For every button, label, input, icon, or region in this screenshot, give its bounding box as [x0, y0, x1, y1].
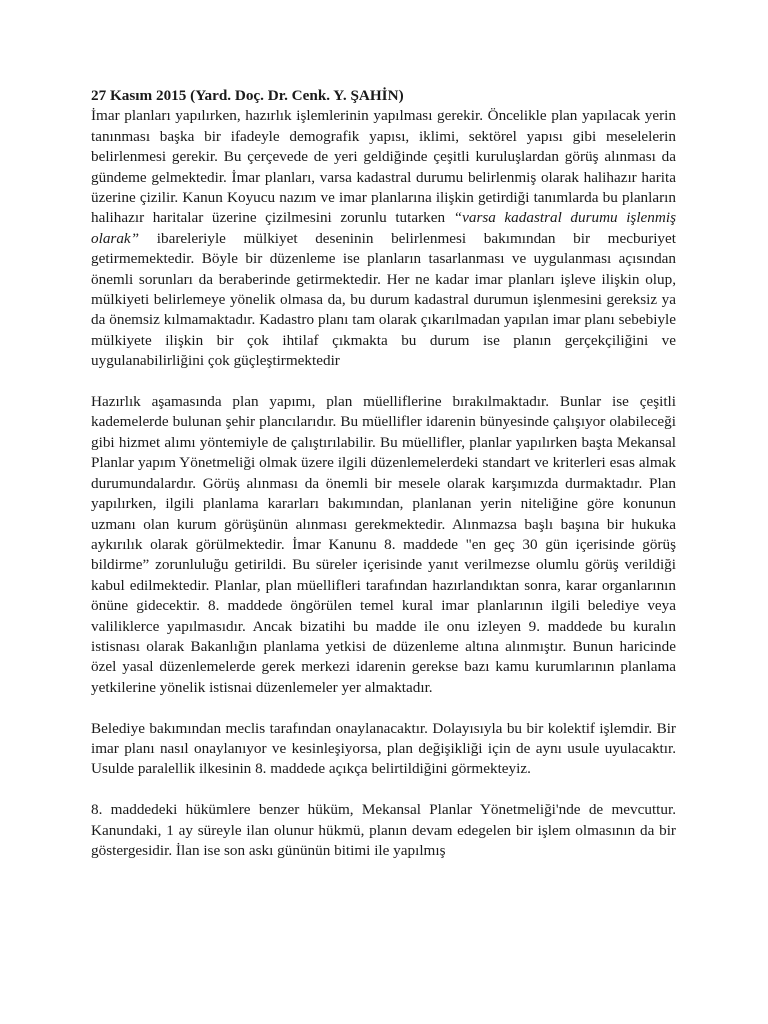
paragraph-gap — [91, 698, 676, 718]
paragraph-1-part-b: ibareleriyle mülkiyet deseninin belirlenmesi bakımından bir mecburiyet getirmemektedir. Böyle bir düzenleme ise planların tasarlanması ve uygulanması açısından önemli sorunları da beraberinde getirmektedir. Her ne kadar imar planları işleve ilişkin olup, mülkiyeti belirlemeye yönelik olmasa da, bu durum kadastral durumun işlenmesini gereksiz ya da önemsiz kılmamaktadır. Kadastro planı tam olarak çıkarılmadan yapılan imar planı sebebiyle mülkiyete ilişkin bir çok ihtilaf çıkmakta bu durum ise planın gerçekçiliğini ve uygulanabilirliğini çok güçleştirmektedir — [91, 229, 676, 370]
document-page — [91, 86, 676, 861]
document-heading: 27 Kasım 2015 (Yard. Doç. Dr. Cenk. Y. ŞAHİN) — [91, 87, 404, 104]
paragraph-1-quote: “varsa kadastral durumu işlenmiş olarak” — [91, 209, 676, 247]
paragraph-3: Belediye bakımından meclis tarafından onaylanacaktır. Dolayısıyla bu bir kolektif işlemdir. Bir imar planı nasıl onaylanıyor ve kesinleşiyorsa, plan değişikliği için de aynı usule uyulacaktır. Usulde paralellik ilkesinin 8. maddede açıkça belirtildiğini görmekteyiz. — [91, 719, 676, 778]
paragraph-2: Hazırlık aşamasında plan yapımı, plan müelliflerine bırakılmaktadır. Bunlar ise çeşitli kademelerde bulunan şehir plancılarıdır. Bu müellifler idarenin bünyesinde çalışıyor olabileceği gibi hizmet alımı yöntemiyle de çalıştırılabilir. Bu müellifler, planlar yapılırken başta Mekansal Planlar yapım Yönetmeliği olmak üzere ilgili düzenlemelerdeki standart ve kriterleri esas almak durumundalardır. Görüş alınması da önemli bir mesele olarak karşımızda durmaktadır. Plan yapılırken, ilgili planlama kararları bakımından, planlanan yerin niteliğine göre konunun uzmanı olan kurum görüşünün alınması gerekmektedir. Alınmazsa başlı başına bir hukuka aykırılık olarak görülmektedir. İmar Kanunu 8. maddede "en geç 30 gün içerisinde görüş bildirme” zorunluluğu getirildi. Bu süreler içerisinde yanıt verilmezse olumlu görüş verildiği kabul edilmektedir. Planlar, plan müellifleri tarafından hazırlandıktan sonra, karar organlarının önüne gidecektir. 8. maddede öngörülen temel kural imar planlarının ilgili belediye veya valiliklerce yapılmasıdır. Ancak bizatihi bu madde ile onu izleyen 9. maddede bu kuralın istisnası olarak Bakanlığın planlama yetkisi de düzenleme altına alınmıştır. Bunun haricinde özel yasal düzenlemelerde gerek merkezi idarenin gerekse bazı kamu kurumlarının planlama yetkilerine yönelik istisnai düzenlemeler yer almaktadır. — [91, 393, 676, 696]
paragraph-gap — [91, 372, 676, 392]
paragraph-1 — [91, 106, 676, 371]
paragraph-4: 8. maddedeki hükümlere benzer hüküm, Mekansal Planlar Yönetmeliği'nde de mevcuttur. Kanundaki, 1 ay süreyle ilan olunur hükmü, planın devam edegelen bir işlem olmasının da bir göstergesidir. İlan ise son askı gününün bitimi ile yapılmış — [91, 801, 676, 859]
paragraph-1-part-a: İmar planları yapılırken, hazırlık işlemlerinin yapılması gerekir. Öncelikle plan yapılacak yerin tanınması başka bir ifadeyle demografik yapısı, iklimi, sektörel yapısı gibi meselelerin belirlenmesi gerekir. Bu çerçevede de yeri geldiğinde çeşitli kuruluşlardan görüş alınması da gündeme gelmektedir. İmar planları, varsa kadastral durumu belirlenmiş olarak halihazır harita üzerine çizilir. Kanun Koyucu nazım ve imar planlarına ilişkin getirdiği tanımlarda bu planların halihazır haritalar üzerine çizilmesini zorunlu tutarken — [91, 107, 676, 227]
paragraph-gap — [91, 780, 676, 800]
